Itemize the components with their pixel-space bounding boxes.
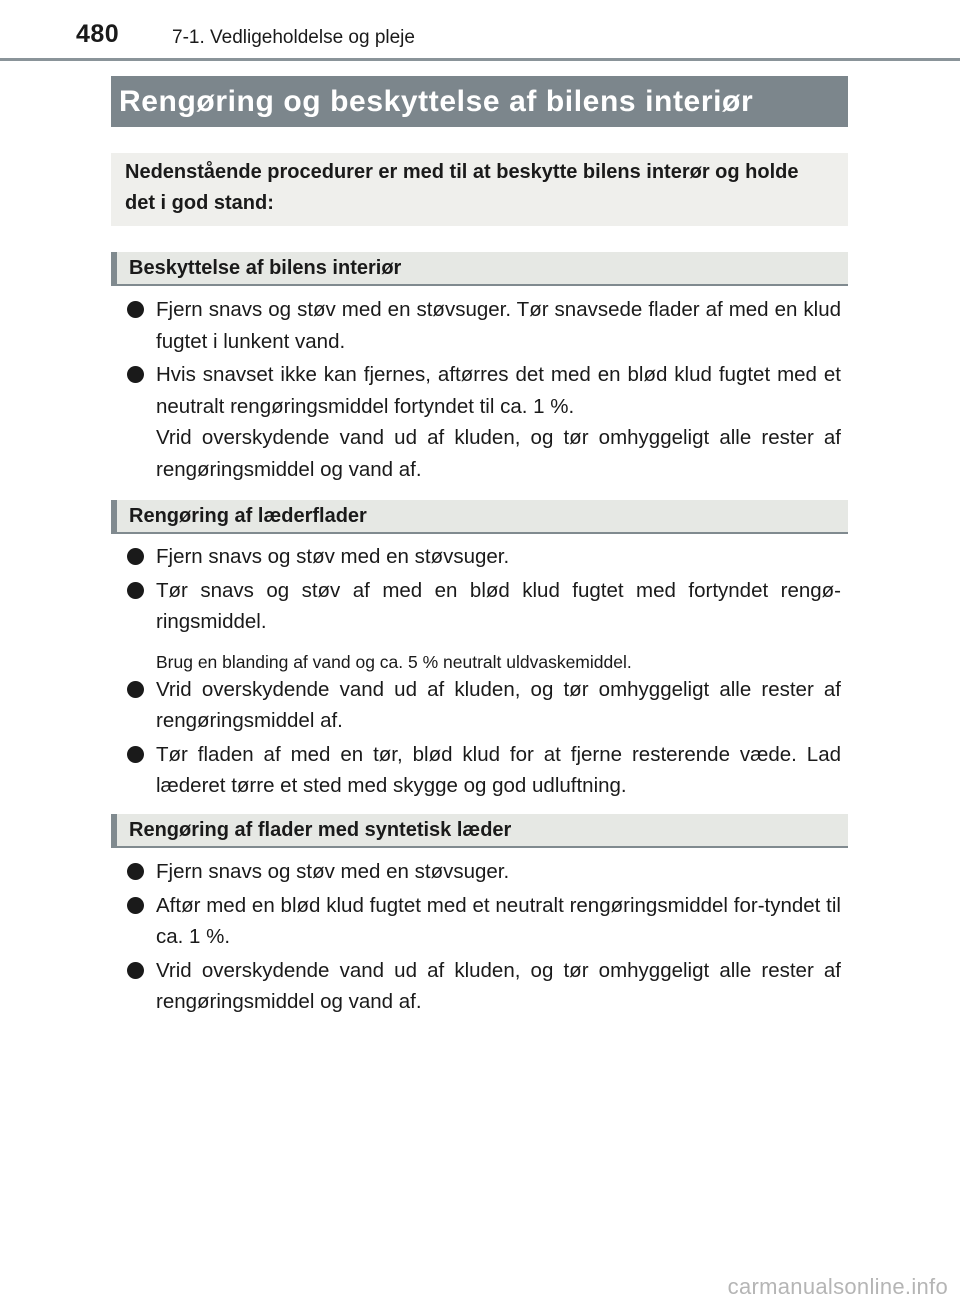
section-heading-protection: Beskyttelse af bilens interiør — [111, 252, 848, 286]
section-synthetic-list — [127, 856, 841, 1020]
note-text: Brug en blanding af vand og ca. 5 % neutralt uldvaskemiddel. — [156, 651, 632, 672]
list-item — [127, 359, 841, 485]
list-item-text: Tør fladen af med en tør, blød klud for at fjerne resterende væde. Lad læderet tørre et sted med skygge og god udluftning. — [156, 742, 841, 797]
section-heading-synthetic-leather: Rengøring af flader med syntetisk læder — [111, 814, 848, 848]
list-item — [127, 575, 841, 638]
list-item-text: Vrid overskydende vand ud af kluden, og tør omhyggeligt alle rester af rengøringsmiddel og vand af. — [156, 958, 841, 1013]
list-item-text: Fjern snavs og støv med en støvsuger. Tør snavsede flader af med en klud fugtet i lunkent vand. — [156, 298, 841, 353]
section-protection-list — [127, 294, 841, 487]
watermark: carmanualsonline.info — [727, 1274, 948, 1299]
section-heading-leather: Rengøring af læderflader — [111, 500, 848, 534]
page-header — [0, 0, 960, 62]
intro-box: Nedenstående procedurer er med til at beskytte bilens interør og holde det i god stand: — [111, 153, 848, 226]
section-leather-list — [127, 541, 841, 804]
bullet-icon — [127, 301, 144, 318]
list-item-subtext: Vrid overskydende vand ud af kluden, og tør omhyggeligt alle rester af rengøringsmiddel og vand af. — [156, 426, 841, 481]
page-number: 480 — [76, 20, 120, 48]
header-divider — [0, 58, 960, 61]
bullet-icon — [127, 548, 144, 565]
list-item-text: Hvis snavset ikke kan fjernes, aftørres det med en blød klud fugtet med et neutralt rengøringsmiddel fortyndet til ca. 1 %. — [156, 363, 841, 418]
list-item — [127, 294, 841, 357]
list-item-text: Tør snavs og støv af med en blød klud fugtet med fortyndet rengø-ringsmiddel. — [156, 578, 841, 633]
bullet-icon — [127, 582, 144, 599]
list-item — [127, 890, 841, 953]
list-item-text: Vrid overskydende vand ud af kluden, og tør omhyggeligt alle rester af rengøringsmiddel af. — [156, 677, 841, 732]
list-item-text: Fjern snavs og støv med en støvsuger. — [156, 545, 510, 568]
chapter-title: 7-1. Vedligeholdelse og pleje — [172, 27, 415, 48]
bullet-icon — [127, 746, 144, 763]
list-item — [127, 541, 841, 573]
page-title: Rengøring og beskyttelse af bilens interiør — [111, 76, 848, 127]
bullet-icon — [127, 366, 144, 383]
list-item-text: Aftør med en blød klud fugtet med et neutralt rengøringsmiddel for-tyndet til ca. 1 %. — [156, 893, 841, 948]
list-item — [127, 674, 841, 737]
list-item — [127, 856, 841, 888]
list-item — [127, 739, 841, 802]
bullet-icon — [127, 962, 144, 979]
list-item-text: Fjern snavs og støv med en støvsuger. — [156, 860, 510, 883]
list-item — [127, 955, 841, 1018]
bullet-icon — [127, 681, 144, 698]
bullet-icon — [127, 863, 144, 880]
bullet-icon — [127, 897, 144, 914]
